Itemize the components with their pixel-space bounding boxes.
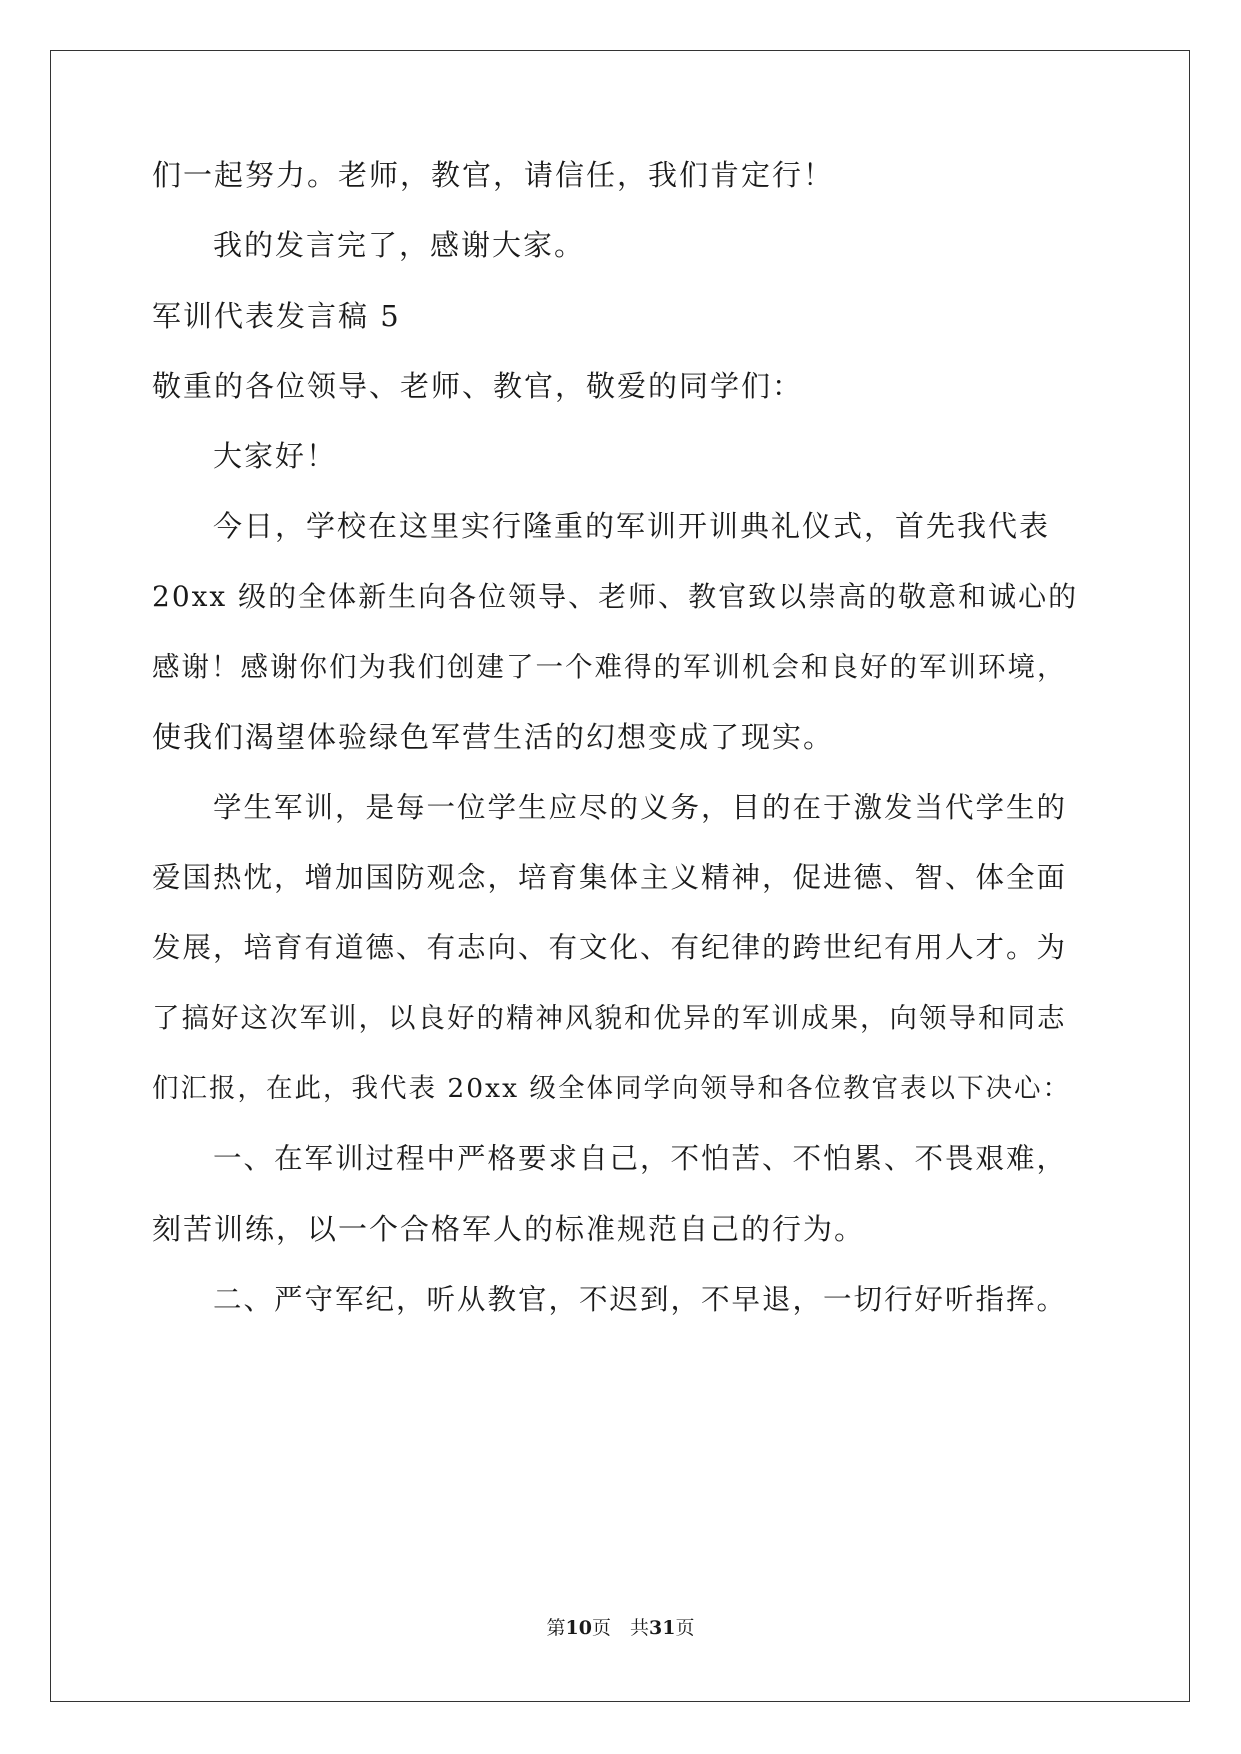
page-prefix: 第 bbox=[546, 1617, 566, 1639]
text-line: 们汇报，在此，我代表 20xx 级全体同学向领导和各位教官表以下决心： bbox=[152, 1073, 1071, 1104]
text-line: 爱国热忱，增加国防观念，培育集体主义精神，促进德、智、体全面 bbox=[152, 861, 1068, 894]
text-line: 发展，培育有道德、有志向、有文化、有纪律的跨世纪有用人才。为 bbox=[152, 931, 1068, 964]
page-mid: 页 共 bbox=[591, 1617, 649, 1639]
text-line: 使我们渴望体验绿色军营生活的幻想变成了现实。 bbox=[152, 720, 835, 754]
greeting: 大家好！ bbox=[213, 439, 338, 473]
text-line: 们一起努力。老师，教官，请信任，我们肯定行！ bbox=[152, 158, 835, 192]
page-current: 10 bbox=[565, 1617, 592, 1639]
page-total: 31 bbox=[649, 1617, 676, 1639]
text-line: 一、在军训过程中严格要求自己，不怕苦、不怕累、不畏艰难， bbox=[213, 1142, 1068, 1175]
text-line: 感谢！感谢你们为我们创建了一个难得的军训机会和良好的军训环境， bbox=[152, 651, 1067, 683]
text-line: 20xx 级的全体新生向各位领导、老师、教官致以崇高的敬意和诚心的 bbox=[152, 580, 1079, 613]
text-line: 我的发言完了，感谢大家。 bbox=[213, 228, 586, 262]
page-suffix: 页 bbox=[675, 1617, 695, 1639]
text-line: 二、严守军纪，听从教官，不迟到，不早退，一切行好听指挥。 bbox=[213, 1283, 1068, 1316]
section-title: 军训代表发言稿 5 bbox=[152, 299, 401, 333]
page-footer bbox=[0, 1616, 1241, 1640]
text-line: 刻苦训练，以一个合格军人的标准规范自己的行为。 bbox=[152, 1212, 866, 1246]
text-line: 学生军训，是每一位学生应尽的义务，目的在于激发当代学生的 bbox=[213, 791, 1068, 824]
text-line: 今日，学校在这里实行隆重的军训开训典礼仪式，首先我代表 bbox=[213, 509, 1051, 543]
salutation: 敬重的各位领导、老师、教官，敬爱的同学们： bbox=[152, 369, 804, 403]
text-line: 了搞好这次军训，以良好的精神风貌和优异的军训成果，向领导和同志 bbox=[152, 1002, 1067, 1034]
